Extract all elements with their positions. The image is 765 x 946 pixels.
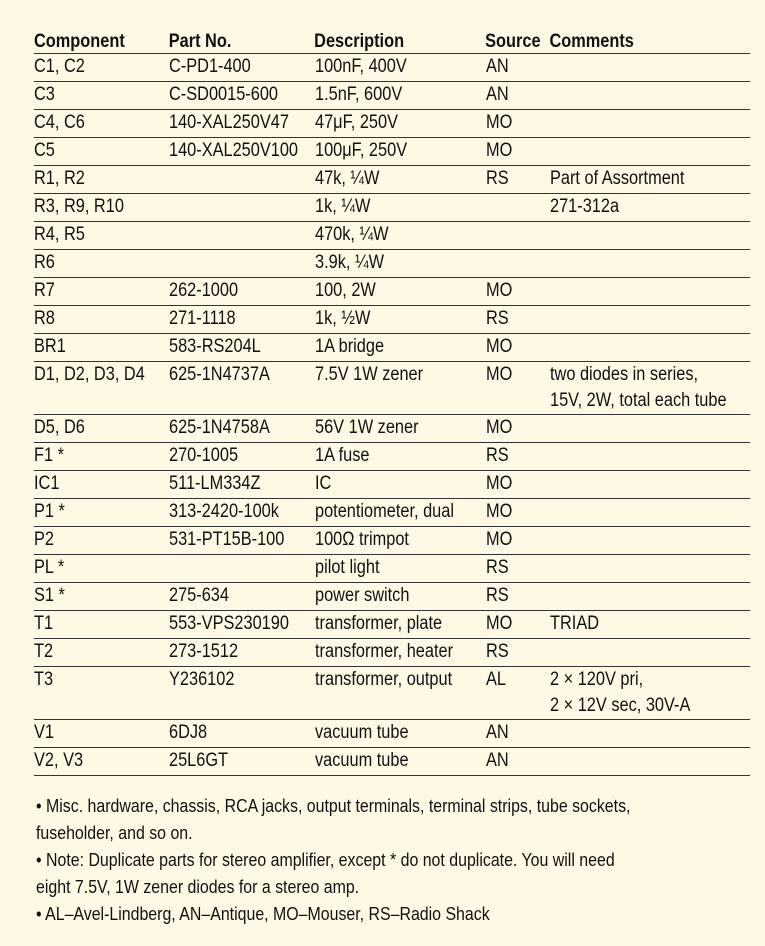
part-no-text: 140-XAL250V100 xyxy=(169,140,299,161)
component-text: D5, D6 xyxy=(34,417,85,438)
component-text: R1, R2 xyxy=(34,168,85,189)
cell-source xyxy=(480,138,546,166)
part-no-text: 313-2420-100k xyxy=(169,501,279,522)
table-body xyxy=(34,54,750,776)
cell-part-no xyxy=(167,222,309,250)
cell-component xyxy=(34,166,167,194)
cell-description xyxy=(309,166,480,194)
cell-comments xyxy=(546,583,750,611)
cell-comments xyxy=(546,362,750,415)
table-row xyxy=(34,527,750,555)
cell-comments xyxy=(546,555,750,583)
header-comments: Comments xyxy=(549,31,634,52)
comments-text: Part of Assortment xyxy=(550,168,685,189)
component-text: R7 xyxy=(34,280,55,301)
part-no-text: 625-1N4758A xyxy=(169,417,270,438)
cell-source xyxy=(480,110,546,138)
description-text: transformer, heater xyxy=(315,641,454,662)
table-row xyxy=(34,415,750,443)
description-text: 47k, ¼W xyxy=(315,168,380,189)
cell-comments xyxy=(546,222,750,250)
comments-text: 2 × 12V sec, 30V-A xyxy=(550,695,691,716)
component-text: R4, R5 xyxy=(34,224,85,245)
cell-comments xyxy=(546,250,750,278)
component-text: F1 * xyxy=(34,445,64,466)
cell-source xyxy=(480,415,546,443)
cell-component xyxy=(34,110,167,138)
cell-comments xyxy=(546,334,750,362)
description-text: 100μF, 250V xyxy=(315,140,408,161)
source-text: AN xyxy=(486,84,509,105)
cell-description xyxy=(309,194,480,222)
description-text: pilot light xyxy=(315,557,380,578)
part-no-text: 511-LM334Z xyxy=(169,473,261,494)
cell-comments xyxy=(546,306,750,334)
description-text: transformer, plate xyxy=(315,613,443,634)
cell-comments xyxy=(546,138,750,166)
part-no-text: 273-1512 xyxy=(169,641,239,662)
cell-description xyxy=(309,748,480,776)
source-text: RS xyxy=(486,445,509,466)
cell-source xyxy=(480,527,546,555)
cell-part-no xyxy=(167,82,309,110)
cell-part-no xyxy=(167,639,309,667)
source-text: MO xyxy=(486,417,513,438)
cell-source xyxy=(480,194,546,222)
cell-comments xyxy=(546,667,750,720)
cell-component xyxy=(34,720,167,748)
cell-source xyxy=(480,362,546,415)
table-row xyxy=(34,555,750,583)
component-text: D1, D2, D3, D4 xyxy=(34,364,145,385)
cell-source xyxy=(480,166,546,194)
table-row xyxy=(34,667,750,720)
part-no-text: 140-XAL250V47 xyxy=(169,112,289,133)
cell-description xyxy=(309,555,480,583)
part-no-text: 625-1N4737A xyxy=(169,364,270,385)
table-row xyxy=(34,306,750,334)
description-text: 470k, ¼W xyxy=(315,224,389,245)
cell-source xyxy=(480,748,546,776)
component-text: P1 * xyxy=(34,501,65,522)
cell-source xyxy=(480,611,546,639)
description-text: 3.9k, ¼W xyxy=(315,252,385,273)
table-row xyxy=(34,278,750,306)
cell-part-no xyxy=(167,166,309,194)
cell-comments xyxy=(546,110,750,138)
source-text: RS xyxy=(486,168,509,189)
table-row xyxy=(34,194,750,222)
description-text: 1A bridge xyxy=(315,336,385,357)
cell-part-no xyxy=(167,110,309,138)
cell-description xyxy=(309,611,480,639)
table-row xyxy=(34,82,750,110)
description-text: power switch xyxy=(315,585,410,606)
description-text: 100Ω trimpot xyxy=(315,529,409,550)
table-row xyxy=(34,54,750,82)
source-text: MO xyxy=(486,364,513,385)
cell-source xyxy=(480,471,546,499)
cell-component xyxy=(34,82,167,110)
cell-description xyxy=(309,362,480,415)
cell-description xyxy=(309,110,480,138)
cell-part-no xyxy=(167,138,309,166)
table-row xyxy=(34,110,750,138)
cell-part-no xyxy=(167,583,309,611)
component-text: V1 xyxy=(34,722,54,743)
cell-description xyxy=(309,278,480,306)
part-no-text: 262-1000 xyxy=(169,280,239,301)
source-text: RS xyxy=(486,641,509,662)
cell-part-no xyxy=(167,250,309,278)
cell-description xyxy=(309,499,480,527)
cell-comments xyxy=(546,278,750,306)
cell-component xyxy=(34,194,167,222)
cell-comments xyxy=(546,499,750,527)
part-no-text: Y236102 xyxy=(169,669,235,690)
description-text: 1.5nF, 600V xyxy=(315,84,403,105)
cell-comments xyxy=(546,748,750,776)
source-text: MO xyxy=(486,140,513,161)
cell-component xyxy=(34,555,167,583)
header-part-no: Part No. xyxy=(168,31,232,52)
table-row xyxy=(34,471,750,499)
part-no-text: 553-VPS230190 xyxy=(169,613,289,634)
table-row xyxy=(34,611,750,639)
cell-description xyxy=(309,471,480,499)
part-no-text: C-SD0015-600 xyxy=(169,84,279,105)
comments-text: two diodes in series, xyxy=(550,364,699,385)
component-text: C3 xyxy=(34,84,55,105)
comments-text: 15V, 2W, total each tube xyxy=(550,390,727,411)
cell-description xyxy=(309,639,480,667)
cell-source xyxy=(480,54,546,82)
cell-component xyxy=(34,250,167,278)
cell-comments xyxy=(546,166,750,194)
cell-comments xyxy=(546,611,750,639)
source-text: RS xyxy=(486,585,509,606)
part-no-text: 531-PT15B-100 xyxy=(169,529,285,550)
source-text: MO xyxy=(486,501,513,522)
cell-source xyxy=(480,306,546,334)
cell-description xyxy=(309,415,480,443)
description-text: potentiometer, dual xyxy=(315,501,454,522)
description-text: 1A fuse xyxy=(315,445,370,466)
cell-description xyxy=(309,138,480,166)
header-source: Source xyxy=(485,31,541,52)
component-text: PL * xyxy=(34,557,65,578)
component-text: P2 xyxy=(34,529,54,550)
cell-component xyxy=(34,499,167,527)
cell-source xyxy=(480,720,546,748)
cell-comments xyxy=(546,54,750,82)
cell-part-no xyxy=(167,362,309,415)
cell-description xyxy=(309,527,480,555)
table-row xyxy=(34,748,750,776)
cell-component xyxy=(34,334,167,362)
table-row xyxy=(34,583,750,611)
table-row xyxy=(34,250,750,278)
part-no-text: C-PD1-400 xyxy=(169,56,251,77)
comments-text: 2 × 120V pri, xyxy=(550,669,644,690)
source-text: AN xyxy=(486,750,509,771)
source-text: MO xyxy=(486,613,513,634)
cell-description xyxy=(309,667,480,720)
cell-part-no xyxy=(167,499,309,527)
cell-comments xyxy=(546,471,750,499)
description-text: IC xyxy=(315,473,332,494)
component-text: C5 xyxy=(34,140,55,161)
cell-part-no xyxy=(167,527,309,555)
cell-part-no xyxy=(167,443,309,471)
description-text: 100, 2W xyxy=(315,280,376,301)
cell-component xyxy=(34,611,167,639)
comments-text: 271-312a xyxy=(550,196,620,217)
cell-source xyxy=(480,82,546,110)
cell-description xyxy=(309,720,480,748)
parts-table xyxy=(34,26,750,776)
cell-source xyxy=(480,555,546,583)
cell-source xyxy=(480,667,546,720)
source-text: MO xyxy=(486,473,513,494)
cell-description xyxy=(309,334,480,362)
note-line: eight 7.5V, 1W zener diodes for a stereo amp. xyxy=(36,876,360,897)
cell-comments xyxy=(546,639,750,667)
cell-part-no xyxy=(167,611,309,639)
cell-description xyxy=(309,443,480,471)
note-line: fuseholder, and so on. xyxy=(36,822,193,843)
cell-component xyxy=(34,667,167,720)
cell-comments xyxy=(546,82,750,110)
cell-source xyxy=(480,443,546,471)
cell-part-no xyxy=(167,555,309,583)
cell-component xyxy=(34,415,167,443)
table-row xyxy=(34,222,750,250)
source-text: AL xyxy=(486,669,506,690)
component-text: C1, C2 xyxy=(34,56,85,77)
cell-comments xyxy=(546,443,750,471)
component-text: T3 xyxy=(34,669,54,690)
cell-part-no xyxy=(167,471,309,499)
cell-component xyxy=(34,471,167,499)
footnotes xyxy=(36,792,736,927)
cell-source xyxy=(480,222,546,250)
note-line: • AL–Avel-Lindberg, AN–Antique, MO–Mouser, RS–Radio Shack xyxy=(36,903,490,924)
component-text: BR1 xyxy=(34,336,66,357)
component-text: V2, V3 xyxy=(34,750,84,771)
cell-source xyxy=(480,278,546,306)
cell-component xyxy=(34,54,167,82)
table-row xyxy=(34,138,750,166)
source-text: MO xyxy=(486,280,513,301)
source-text: AN xyxy=(486,722,509,743)
cell-source xyxy=(480,250,546,278)
description-text: transformer, output xyxy=(315,669,453,690)
cell-description xyxy=(309,82,480,110)
source-text: AN xyxy=(486,56,509,77)
description-text: 1k, ¼W xyxy=(315,196,371,217)
header-description: Description xyxy=(314,31,405,52)
header-component: Component xyxy=(34,31,125,52)
source-text: RS xyxy=(486,557,509,578)
note-line: • Misc. hardware, chassis, RCA jacks, output terminals, terminal strips, tube sockets, xyxy=(36,795,631,816)
cell-comments xyxy=(546,194,750,222)
cell-part-no xyxy=(167,667,309,720)
part-no-text: 270-1005 xyxy=(169,445,239,466)
part-no-text: 6DJ8 xyxy=(169,722,208,743)
table-row xyxy=(34,639,750,667)
cell-part-no xyxy=(167,54,309,82)
cell-part-no xyxy=(167,306,309,334)
cell-component xyxy=(34,527,167,555)
cell-part-no xyxy=(167,720,309,748)
cell-source xyxy=(480,334,546,362)
description-text: 56V 1W zener xyxy=(315,417,419,438)
source-text: MO xyxy=(486,529,513,550)
cell-description xyxy=(309,306,480,334)
source-text: MO xyxy=(486,112,513,133)
component-text: C4, C6 xyxy=(34,112,85,133)
cell-component xyxy=(34,222,167,250)
cell-part-no xyxy=(167,334,309,362)
component-text: S1 * xyxy=(34,585,65,606)
cell-description xyxy=(309,54,480,82)
cell-source xyxy=(480,583,546,611)
cell-part-no xyxy=(167,194,309,222)
part-no-text: 271-1118 xyxy=(169,308,236,329)
cell-component xyxy=(34,306,167,334)
source-text: MO xyxy=(486,336,513,357)
source-text: RS xyxy=(486,308,509,329)
cell-comments xyxy=(546,415,750,443)
table-row xyxy=(34,166,750,194)
cell-component xyxy=(34,748,167,776)
component-text: R8 xyxy=(34,308,55,329)
table-row xyxy=(34,334,750,362)
cell-component xyxy=(34,443,167,471)
cell-component xyxy=(34,362,167,415)
header-row xyxy=(34,26,750,54)
component-text: R3, R9, R10 xyxy=(34,196,124,217)
component-text: IC1 xyxy=(34,473,60,494)
table-row xyxy=(34,720,750,748)
parts-list xyxy=(34,26,741,776)
table-row xyxy=(34,443,750,471)
cell-comments xyxy=(546,720,750,748)
cell-source xyxy=(480,639,546,667)
cell-component xyxy=(34,639,167,667)
description-text: 100nF, 400V xyxy=(315,56,407,77)
component-text: T1 xyxy=(34,613,54,634)
description-text: 7.5V 1W zener xyxy=(315,364,424,385)
part-no-text: 583-RS204L xyxy=(169,336,261,357)
cell-component xyxy=(34,138,167,166)
cell-component xyxy=(34,583,167,611)
comments-text: TRIAD xyxy=(550,613,600,634)
table-row xyxy=(34,362,750,415)
cell-part-no xyxy=(167,748,309,776)
cell-comments xyxy=(546,527,750,555)
description-text: vacuum tube xyxy=(315,722,409,743)
cell-part-no xyxy=(167,278,309,306)
description-text: 1k, ½W xyxy=(315,308,371,329)
component-text: T2 xyxy=(34,641,54,662)
component-text: R6 xyxy=(34,252,55,273)
cell-part-no xyxy=(167,415,309,443)
note-line: • Note: Duplicate parts for stereo amplifier, except * do not duplicate. You will need xyxy=(36,849,615,870)
part-no-text: 25L6GT xyxy=(169,750,229,771)
cell-description xyxy=(309,222,480,250)
cell-source xyxy=(480,499,546,527)
description-text: vacuum tube xyxy=(315,750,409,771)
cell-description xyxy=(309,250,480,278)
table-row xyxy=(34,499,750,527)
cell-description xyxy=(309,583,480,611)
description-text: 47μF, 250V xyxy=(315,112,399,133)
part-no-text: 275-634 xyxy=(169,585,229,606)
cell-component xyxy=(34,278,167,306)
